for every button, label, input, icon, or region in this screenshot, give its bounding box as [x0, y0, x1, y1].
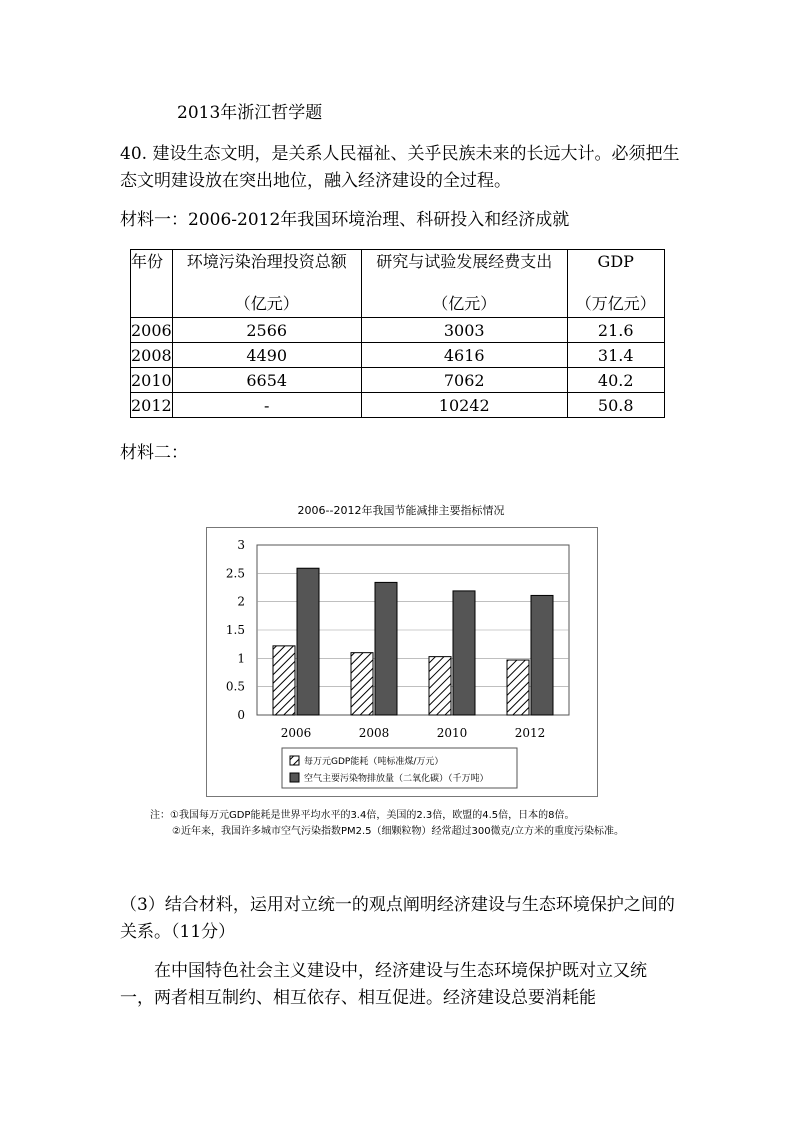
- x-tick-label: 2006: [280, 726, 312, 740]
- chart-title: 2006--2012年我国节能减排主要指标情况: [297, 504, 505, 517]
- table-cell-year: 2012: [131, 393, 173, 418]
- table-cell-year: 2006: [131, 318, 173, 343]
- table-header-investment: 环境污染治理投资总额 （亿元）: [172, 250, 361, 318]
- chart-note-2: ②近年来，我国许多城市空气污染指数PM2.5（细颗粒物）经常超过300微克/立方米的重度污染标准。: [172, 826, 624, 837]
- legend-swatch: [290, 773, 299, 782]
- table-cell-investment: 4490: [172, 343, 361, 368]
- x-tick-label: 2012: [514, 726, 546, 740]
- table-cell-gdp: 21.6: [567, 318, 664, 343]
- answer-paragraph: 在中国特色社会主义建设中，经济建设与生态环境保护既对立又统一，两者相互制约、相互依存、相互促进。经济建设总要消耗能: [120, 961, 647, 1008]
- table-header-row: [131, 250, 665, 318]
- table-row: [131, 318, 665, 343]
- table-cell-rnd: 3003: [361, 318, 567, 343]
- question-40: 40. 建设生态文明，是关系人民福祉、关乎民族未来的长远大计。必须把生态文明建设放在突出地位，融入经济建设的全过程。: [120, 144, 680, 191]
- table-row: [131, 393, 665, 418]
- data-table: [130, 249, 665, 418]
- bar-pollutant-emission: [531, 595, 553, 715]
- y-tick-label: 2.5: [225, 566, 245, 581]
- bar-energy-consumption: [507, 660, 529, 715]
- question-3: （3）结合材料，运用对立统一的观点阐明经济建设与生态环境保护之间的关系。（11分）: [120, 895, 675, 942]
- y-tick-label: 3: [237, 538, 245, 552]
- table-cell-year: 2008: [131, 343, 173, 368]
- bar-chart: [207, 528, 597, 796]
- table-cell-investment: 6654: [172, 368, 361, 393]
- bar-energy-consumption: [273, 646, 295, 715]
- page-title: 2013年浙江哲学题: [177, 103, 323, 123]
- table-cell-rnd: 4616: [361, 343, 567, 368]
- bar-energy-consumption: [429, 657, 451, 715]
- bar-pollutant-emission: [453, 591, 475, 715]
- table-row: [131, 343, 665, 368]
- x-tick-label: 2010: [436, 726, 468, 740]
- table-cell-investment: 2566: [172, 318, 361, 343]
- material-1-label: 材料一：2006-2012年我国环境治理、科研投入和经济成就: [120, 210, 570, 230]
- y-tick-label: 1.5: [225, 623, 245, 637]
- bar-pollutant-emission: [297, 568, 319, 715]
- chart-frame: [206, 527, 598, 797]
- y-tick-label: 1: [237, 651, 245, 666]
- chart-note-1: 注：①我国每万元GDP能耗是世界平均水平的3.4倍，美国的2.3倍，欧盟的4.5倍，日本的8倍。: [150, 810, 575, 821]
- material-2-label: 材料二：: [120, 443, 188, 463]
- table-row: [131, 368, 665, 393]
- table-header-year: 年份: [131, 250, 173, 318]
- table-cell-gdp: 50.8: [567, 393, 664, 418]
- legend-label: 空气主要污染物排放量（二氧化碳）（千万吨）: [304, 774, 489, 784]
- legend-swatch: [290, 756, 299, 765]
- y-tick-label: 2: [237, 594, 245, 609]
- table-cell-rnd: 10242: [361, 393, 567, 418]
- table-cell-rnd: 7062: [361, 368, 567, 393]
- table-cell-gdp: 31.4: [567, 343, 664, 368]
- y-tick-label: 0.5: [225, 679, 245, 694]
- table-cell-gdp: 40.2: [567, 368, 664, 393]
- y-tick-label: 0: [237, 708, 245, 722]
- table-cell-investment: -: [172, 393, 361, 418]
- legend-label: 每万元GDP能耗（吨标准煤/万元）: [304, 757, 444, 767]
- table-header-gdp: GDP （万亿元）: [567, 250, 664, 318]
- bar-pollutant-emission: [375, 582, 397, 715]
- x-tick-label: 2008: [358, 726, 390, 740]
- table-header-rnd: 研究与试验发展经费支出 （亿元）: [361, 250, 567, 318]
- bar-energy-consumption: [351, 653, 373, 715]
- table-cell-year: 2010: [131, 368, 173, 393]
